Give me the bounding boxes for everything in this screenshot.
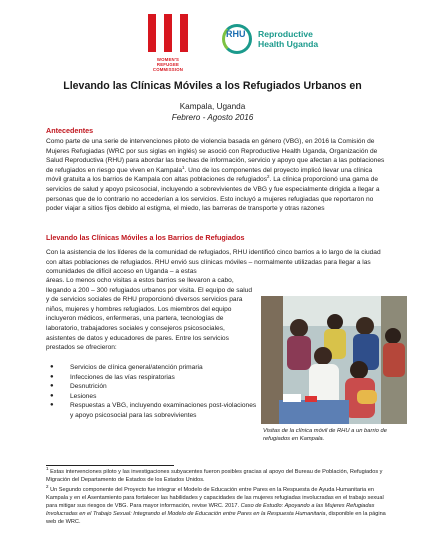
clinic-photo-illustration: [261, 296, 407, 424]
paragraph-text: . Uno de los componentes del proyecto implicó llevar una clínica móvil gratuita a los barrios de Kampala con altas poblaciones de refugiados: [46, 166, 373, 184]
photo-caption: Visitas de la clínica móvil de RHU a un barrio de refugiados en Kampala.: [263, 428, 387, 443]
wrc-logo-bar: [180, 14, 188, 52]
rhu-logo-name-line: Health Uganda: [258, 38, 319, 49]
wrc-logo-bar: [164, 14, 172, 52]
footnote-ref: 1: [182, 164, 185, 170]
footnote-2: [46, 484, 386, 527]
list-item: ● Infecciones de las vías respiratorias: [46, 373, 258, 383]
list-item: ● Lesiones: [46, 392, 258, 402]
wrc-logo-line: WOMEN'S: [156, 57, 180, 62]
footnote-text: Estas intervenciones piloto y las investigaciones subyacentes fueron posibles gracias al apoyo del Bureau de Población, Refugiados y Migración del Departamento de Estados de los Estados Unidos.: [46, 469, 383, 483]
footnote-italic-title: Caso de Estudio: Apoyando a las Mujeres Refugiadas Involucradas en el Trabajo Sexual: Integrando el Modelo de Educación entre Pares en la Respuesta Humanitaria: [46, 502, 375, 517]
footnote-text: , disponible en la página web de WRC.: [46, 510, 386, 525]
footnote-divider: [46, 465, 174, 466]
wrc-logo-text: [140, 58, 196, 72]
wrc-logo-line: REFUGEE: [156, 61, 180, 67]
page-title: Llevando las Clínicas Móviles a los Refugiados Urbanos en: [63, 80, 362, 92]
list-item: ● Servicios de clínica general/atención primaria: [46, 363, 258, 373]
footnote-ref: 2: [267, 174, 270, 180]
footnote-number: 2: [46, 484, 49, 490]
clinic-photo: [261, 296, 407, 424]
rhu-logo-name-line: Reproductive: [258, 29, 313, 39]
antecedentes-paragraph: [46, 137, 386, 214]
list-item: ● Desnutrición: [46, 382, 258, 392]
wrc-logo-bar: [148, 14, 156, 52]
footnote-1: [46, 466, 386, 485]
location-subtitle: Kampala, Uganda: [179, 102, 246, 111]
wrc-logo-line: COMMISSION: [152, 66, 184, 72]
rhu-logo-name: [258, 30, 318, 49]
section-heading-llevando: Llevando las Clínicas Móviles a los Barrios de Refugiados: [46, 233, 245, 242]
wrc-logo: [140, 14, 196, 72]
llevando-paragraph-narrow: áreas. Lo menos ocho visitas a estos barrios se llevaron a cabo, llegando a 200 – 300 refugiados urbanos por visita. El equipo de salud y de servicios sociales de RHU proporcionó diversos servicios para niños, mujeres y hombres refugiados. Los miembros del equipo incluyeron médicos, enfermeras, una partera, tecnologías de laboratorio, trabajadores sociales y consejeros psicosociales, asistentes de datos y educadores de pares. Entre los servicios prestados se ofrecieron:: [46, 277, 253, 352]
footnote-text: Un Segundo componente del Proyecto fue integrar el Modelo de Educación entre Pares en la Respuesta de Ayuda Humanitaria en Kampala y en el Asentamiento para fortalecer las habilidades y capacidades de las mujeres refugiadas involucradas en el trabajo sexual para mitigar sus riesgos de VBG. Para mayor información, revise WRC. 2017.: [46, 487, 384, 509]
services-list: [46, 363, 258, 421]
paragraph-text: Como parte de una serie de intervenciones piloto de violencia basada en género (VBG), en 2016 la Comisión de Mujeres Refugiadas (WRC por sus siglas en inglés) se asoció con Reproductive Health Uganda, Organización de Salud Reproductiva (RHU) para abordar las brechas de información, servicio y apoyo que afectan a las poblaciones de refugiados en riesgo que viven en Kampala: [46, 138, 385, 174]
date-range: Febrero - Agosto 2016: [171, 113, 254, 122]
rhu-logo: [222, 18, 372, 58]
section-heading-antecedentes: Antecedentes: [46, 126, 94, 135]
footnote-number: 1: [46, 466, 49, 472]
rhu-logo-mark: RHU: [226, 29, 246, 39]
list-item: ● Respuestas a VBG, incluyendo examinaciones post-violaciones y apoyo psicosocial para las sobrevivientes: [46, 401, 258, 420]
paragraph-text: . La clínica proporcionó una gama de servicios de salud y apoyo psicosocial, incluyendo a sobrevivientes de VBG y fue especialmente dirigida a llegar a personas que de lo contrario no accederían a los servicios. Esto incluyó a mujeres refugiadas que reportaron no poder viajar a sitios fijos debido al estigma, el miedo, las barreras de transporte y otras razones: [46, 176, 380, 213]
llevando-paragraph-full: Con la asistencia de los líderes de la comunidad de refugiados, RHU identificó cinco barrios a lo largo de la ciudad con altas poblaciones de refugiados. RHU envió sus clínicas móviles – normalmente utilizadas para llegar a las comunidades de difícil acceso en Uganda – a estas: [46, 249, 381, 276]
